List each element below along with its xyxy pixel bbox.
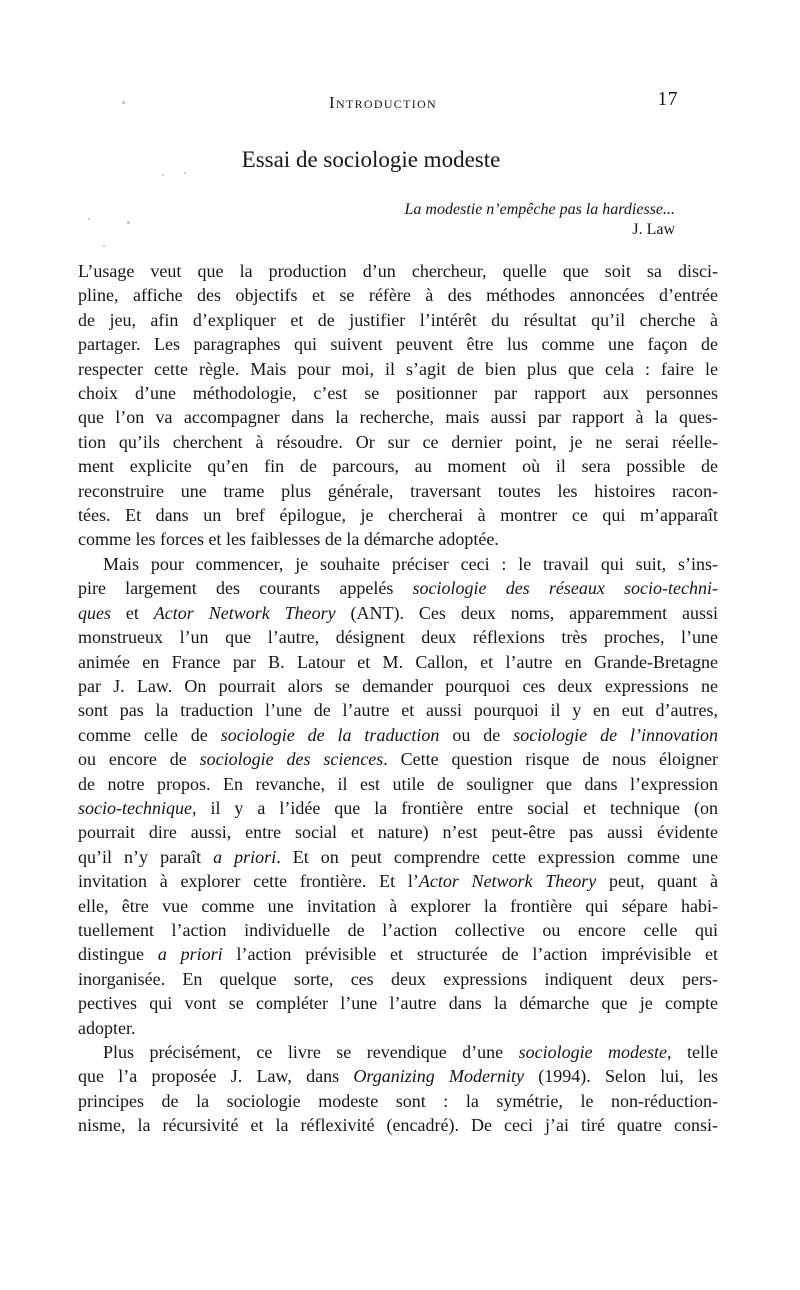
scan-speck [88,218,90,220]
body-line: Plus précisément, ce livre se revendique d’une sociologie modeste, telle [103,1042,718,1062]
epigraph-quote: La modestie n’empêche pas la hardiesse... [404,201,675,218]
body-line: adopter. [78,1017,136,1038]
body-line: Mais pour commencer, je souhaite préciser ceci : le travail qui suit, s’ins- [103,553,718,574]
body-line: comme les forces et les faiblesses de la démarche adoptée. [78,529,499,550]
body-line: monstrueux l’un que l’autre, désignent deux réflexions très proches, l’une [78,627,718,648]
page-number: 17 [657,89,678,110]
body-line: inorganisée. En quelque sorte, ces deux expressions indiquent deux pers- [78,968,718,989]
body-line: socio-technique, il y a l’idée que la frontière entre social et technique (on [78,797,718,818]
italic-text: ques [78,602,111,623]
body-line: choix d’une méthodologie, c’est se positionner par rapport aux personnes [78,383,718,404]
body-text [78,259,718,1138]
body-line: distingue a priori l’action prévisible et structurée de l’action imprévisible et [78,944,718,965]
body-line: pourrait dire aussi, entre social et nature) n’est peut-être pas aussi évidente [78,822,718,843]
italic-text: sociologie des sciences [199,749,384,770]
italic-text: sociologie modeste [518,1042,668,1062]
italic-text: a priori [213,846,277,867]
body-line: tées. Et dans un bref épilogue, je chercherai à montrer ce qui m’apparaît [78,505,718,526]
italic-text: sociologie des réseaux socio-techni- [412,578,718,599]
body-line: pline, affiche des objectifs et se réfère à des méthodes annoncées d’entrée [78,285,718,306]
body-line: pire largement des courants appelés sociologie des réseaux socio-techni- [78,578,718,599]
chapter-title: Essai de sociologie modeste [241,147,501,172]
running-header-text: Introduction [329,93,437,112]
body-line: ment explicite qu’en fin de parcours, au moment où il sera possible de [78,456,718,477]
body-line: principes de la sociologie modeste sont : la symétrie, le non-réduction- [78,1090,718,1111]
body-line: par J. Law. On pourrait alors se demander pourquoi ces deux expressions ne [78,675,718,696]
body-line: ou encore de sociologie des sciences. Cette question risque de nous éloigner [78,749,718,770]
scan-speck [162,174,164,176]
epigraph [78,200,718,239]
italic-text: Actor Network Theory [418,871,597,892]
body-line: qu’il n’y paraît a priori. Et on peut comprendre cette expression comme une [78,846,718,867]
italic-text: Actor Network Theory [153,602,336,623]
body-line: de notre propos. En revanche, il est utile de souligner que dans l’expression [78,773,718,794]
body-line: que l’on va accompagner dans la recherche, mais aussi par rapport à la ques- [78,407,718,428]
body-line: tion qu’ils cherchent à résoudre. Or sur ce dernier point, je ne serai réelle- [78,431,718,452]
body-line: ques et Actor Network Theory (ANT). Ces deux noms, apparemment aussi [78,602,718,623]
italic-text: a priori [157,944,223,965]
italic-text: sociologie de l’innovation [513,724,718,745]
body-line: que l’a proposée J. Law, dans Organizing Modernity (1994). Selon lui, les [78,1066,718,1087]
body-line: pectives qui vont se compléter l’une l’autre dans la démarche que je compte [78,993,718,1014]
italic-text: sociologie de la traduction [220,724,440,745]
scan-speck [103,245,105,247]
scan-speck [127,221,130,224]
epigraph-attribution: J. Law [632,220,675,238]
body-line: respecter cette règle. Mais pour moi, il s’agit de bien plus que cela : faire le [78,358,718,379]
body-line: elle, être vue comme une invitation à explorer la frontière qui sépare habi- [78,895,718,916]
scan-speck [184,172,186,174]
body-line: sont pas la traduction l’une de l’autre et aussi pourquoi il y en eut d’autres, [78,700,718,721]
body-line: comme celle de sociologie de la traduction ou de sociologie de l’innovation [78,724,718,745]
italic-text: Organizing Modernity [353,1066,524,1087]
body-line: de jeu, afin d’expliquer et de justifier l’intérêt du résultat qu’il cherche à [78,309,718,330]
body-line: reconstruire une trame plus générale, traversant toutes les histoires racon- [78,480,718,501]
body-line: tuellement l’action individuelle de l’action collective ou encore celle qui [78,919,718,940]
body-line: partager. Les paragraphes qui suivent peuvent être lus comme une façon de [78,334,718,355]
body-line: animée en France par B. Latour et M. Callon, et l’autre en Grande-Bretagne [78,651,718,672]
body-line: nisme, la récursivité et la réflexivité (encadré). De ceci j’ai tiré quatre consi- [78,1115,718,1136]
body-line: L’usage veut que la production d’un chercheur, quelle que soit sa disci- [78,261,718,281]
body-line: invitation à explorer cette frontière. Et l’Actor Network Theory peut, quant à [78,871,718,892]
scan-speck [122,101,125,104]
running-header [78,89,718,117]
italic-text: socio-technique [78,797,192,818]
